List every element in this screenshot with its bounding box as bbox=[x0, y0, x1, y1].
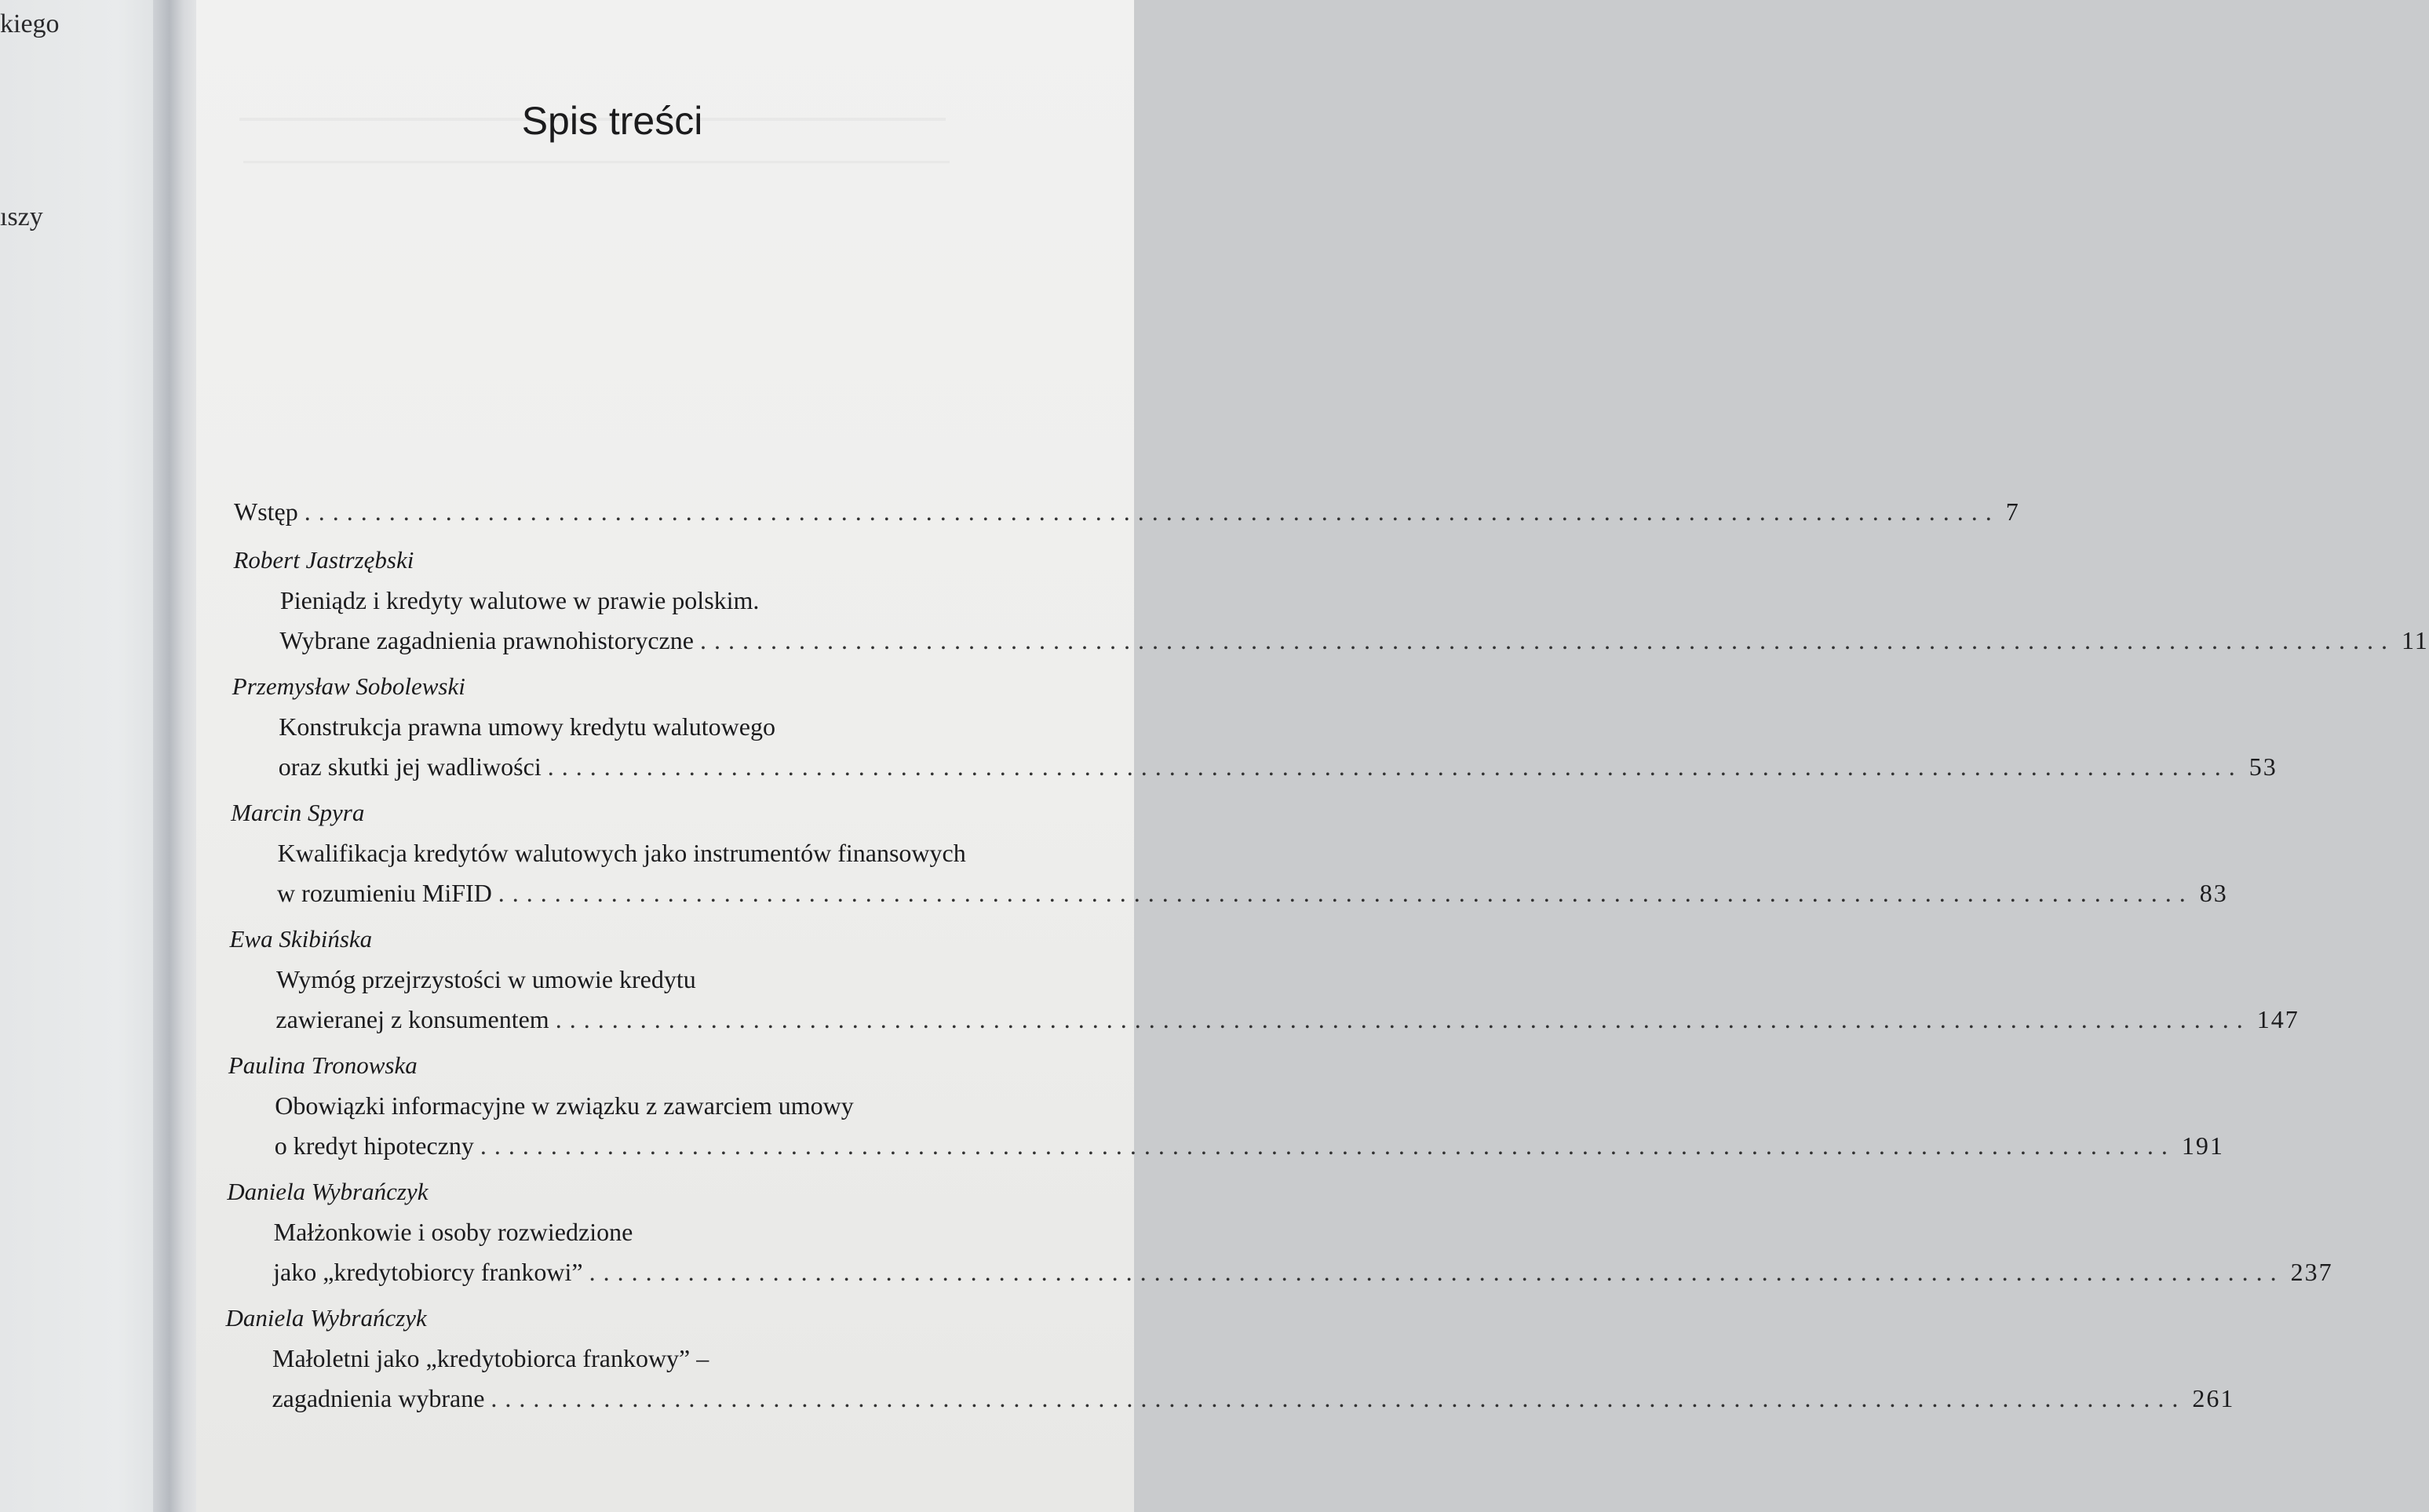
toc-author: Daniela Wybrańczyk bbox=[227, 1178, 429, 1205]
toc-title-text: zawieranej z konsumentem bbox=[275, 1005, 549, 1033]
bleed-through-shadow bbox=[243, 161, 950, 163]
toc-author: Przemysław Sobolewski bbox=[232, 672, 465, 700]
toc-title-text: o kredyt hipoteczny bbox=[274, 1131, 474, 1160]
toc-title-text: Wstęp bbox=[234, 497, 298, 526]
toc-title-line bbox=[196, 1004, 2300, 1035]
toc-entry bbox=[196, 1050, 2224, 1161]
toc-title-text: Kwalifikacja kredytów walutowych jako instrumentów finansowych bbox=[277, 839, 966, 867]
toc-title-text: oraz skutki jej wadliwości bbox=[278, 752, 542, 781]
toc-title-text: Wybrane zagadnienia prawnohistoryczne bbox=[279, 626, 694, 654]
toc-author: Daniela Wybrańczyk bbox=[225, 1304, 427, 1332]
table-of-contents bbox=[196, 496, 2429, 1414]
left-page bbox=[0, 0, 169, 1512]
toc-title-text: jako „kredytobiorcy frankowi” bbox=[273, 1258, 583, 1286]
toc-title-text: Małżonkowie i osoby rozwiedzione bbox=[273, 1218, 633, 1246]
toc-entry bbox=[196, 671, 2278, 782]
toc-dot-leader: ........................................................................................................................ bbox=[304, 497, 2000, 526]
toc-dot-leader: ........................................................................................................................ bbox=[547, 752, 2243, 781]
toc-entry bbox=[196, 1176, 2333, 1288]
right-page bbox=[196, 0, 2429, 1512]
toc-title-line bbox=[196, 1256, 2333, 1288]
toc-title-line bbox=[196, 1090, 1134, 1121]
toc-page-number: 7 bbox=[2005, 497, 2020, 526]
toc-title-line bbox=[196, 1130, 2224, 1161]
toc-title-text: Obowiązki informacyjne w związku z zawarciem umowy bbox=[275, 1091, 854, 1120]
toc-page-number: 237 bbox=[2290, 1258, 2333, 1286]
toc-title-text: zagadnienia wybrane bbox=[272, 1384, 485, 1412]
toc-page-number: 83 bbox=[2199, 879, 2228, 907]
toc-page-number: 191 bbox=[2181, 1131, 2224, 1160]
toc-title-line bbox=[196, 711, 1134, 742]
toc-title-line bbox=[196, 1383, 2235, 1414]
toc-title-text: Wymóg przejrzystości w umowie kredytu bbox=[275, 965, 696, 993]
toc-entry bbox=[196, 1303, 2235, 1414]
toc-title-line bbox=[196, 751, 2278, 782]
toc-page-number: 147 bbox=[2256, 1005, 2300, 1033]
toc-author: Marcin Spyra bbox=[231, 799, 365, 826]
toc-title-line bbox=[196, 585, 1134, 616]
toc-title-line bbox=[196, 625, 2429, 656]
toc-title-line bbox=[196, 496, 2020, 527]
toc-title-line bbox=[196, 1216, 1134, 1248]
toc-title-line bbox=[196, 964, 1134, 995]
toc-page-number: 53 bbox=[2248, 752, 2278, 781]
toc-author: Robert Jastrzębski bbox=[233, 546, 414, 574]
toc-dot-leader: ........................................................................................................................ bbox=[699, 626, 2395, 654]
toc-dot-leader: ........................................................................................................................ bbox=[555, 1005, 2251, 1033]
toc-author: Ewa Skibińska bbox=[229, 925, 373, 953]
toc-dot-leader: ........................................................................................................................ bbox=[480, 1131, 2176, 1160]
toc-author: Paulina Tronowska bbox=[228, 1051, 418, 1079]
toc-title-line bbox=[196, 837, 1134, 869]
toc-title-text: Pieniądz i kredyty walutowe w prawie polskim. bbox=[279, 586, 760, 614]
toc-dot-leader: ........................................................................................................................ bbox=[589, 1258, 2285, 1286]
left-page-fragment: kiego bbox=[0, 9, 60, 38]
toc-entry bbox=[196, 797, 2228, 909]
toc-title-line bbox=[196, 877, 2228, 909]
toc-page-number: 261 bbox=[2192, 1384, 2235, 1412]
left-page-fragment: ıszy bbox=[0, 202, 43, 231]
toc-title-text: w rozumieniu MiFID bbox=[277, 879, 492, 907]
toc-page-number: 11 bbox=[2401, 626, 2429, 654]
toc-title-text: Małoletni jako „kredytobiorca frankowy” – bbox=[272, 1344, 709, 1372]
toc-entry bbox=[196, 924, 2300, 1035]
toc-dot-leader: ........................................................................................................................ bbox=[498, 879, 2194, 907]
toc-title-line bbox=[196, 1343, 1134, 1374]
toc-title-text: Konstrukcja prawna umowy kredytu walutowego bbox=[279, 712, 775, 741]
book-spine bbox=[153, 0, 200, 1512]
toc-entry bbox=[196, 496, 2020, 527]
toc-dot-leader: ........................................................................................................................ bbox=[491, 1384, 2186, 1412]
toc-entry bbox=[196, 545, 2429, 656]
page-title: Spis treści bbox=[521, 99, 703, 143]
